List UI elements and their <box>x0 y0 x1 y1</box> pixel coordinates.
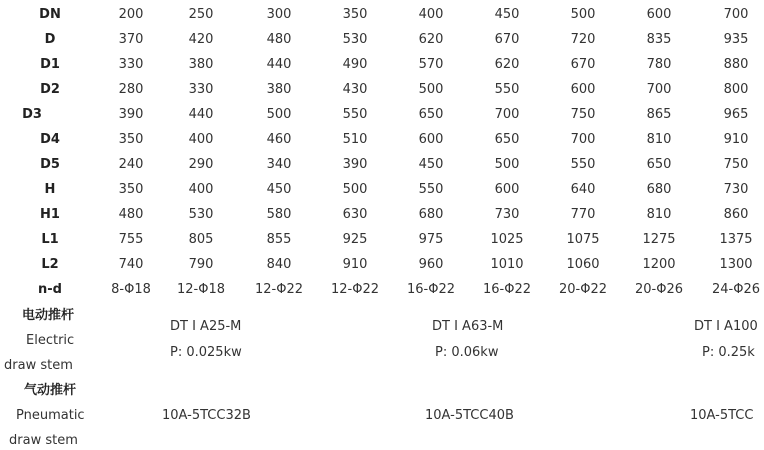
table-cell: 530 <box>342 32 368 47</box>
table-cell: 1200 <box>642 257 676 272</box>
table-cell: 965 <box>723 107 749 122</box>
table-cell: 24-Φ26 <box>711 282 761 297</box>
table-cell: 20-Φ26 <box>634 282 684 297</box>
table-cell: 350 <box>118 132 144 147</box>
table-cell: 490 <box>342 57 368 72</box>
table-cell: 240 <box>118 157 144 172</box>
table-cell: 380 <box>188 57 214 72</box>
table-cell: 16-Φ22 <box>406 282 456 297</box>
table-cell: 370 <box>118 32 144 47</box>
table-cell: 1010 <box>490 257 524 272</box>
row-label: DN <box>39 7 61 22</box>
table-cell: 280 <box>118 82 144 97</box>
table-cell: 290 <box>188 157 214 172</box>
electric-title-cn: 电动推杆 <box>22 308 75 323</box>
electric-model-2: DT I A63-M <box>432 319 504 334</box>
table-cell: 450 <box>494 7 520 22</box>
table-cell: 925 <box>342 232 368 247</box>
table-cell: 770 <box>570 207 596 222</box>
table-cell: 640 <box>570 182 596 197</box>
table-cell: 855 <box>266 232 292 247</box>
table-cell: 805 <box>188 232 214 247</box>
table-cell: 835 <box>646 32 672 47</box>
table-cell: 865 <box>646 107 672 122</box>
pneumatic-model-1: 10A-5TCC32B <box>162 408 251 423</box>
table-cell: 755 <box>118 232 144 247</box>
table-cell: 510 <box>342 132 368 147</box>
table-cell: 600 <box>418 132 444 147</box>
table-cell: 800 <box>723 82 749 97</box>
table-cell: 680 <box>646 182 672 197</box>
row-label: D5 <box>40 157 60 172</box>
table-cell: 680 <box>418 207 444 222</box>
table-cell: 400 <box>188 132 214 147</box>
table-cell: 1300 <box>719 257 753 272</box>
table-cell: 810 <box>646 132 672 147</box>
table-cell: 450 <box>266 182 292 197</box>
table-cell: 430 <box>342 82 368 97</box>
table-cell: 700 <box>570 132 596 147</box>
table-cell: 700 <box>494 107 520 122</box>
table-cell: 780 <box>646 57 672 72</box>
row-label: D <box>44 32 56 47</box>
pneumatic-model-2: 10A-5TCC40B <box>425 408 514 423</box>
table-cell: 400 <box>418 7 444 22</box>
pneumatic-model-3: 10A-5TCC <box>690 408 754 423</box>
table-cell: 730 <box>723 182 749 197</box>
table-cell: 840 <box>266 257 292 272</box>
table-cell: 300 <box>266 7 292 22</box>
table-cell: 20-Φ22 <box>558 282 608 297</box>
table-cell: 630 <box>342 207 368 222</box>
table-cell: 570 <box>418 57 444 72</box>
row-label: L2 <box>41 257 59 272</box>
table-cell: 530 <box>188 207 214 222</box>
table-cell: 650 <box>418 107 444 122</box>
table-cell: 16-Φ22 <box>482 282 532 297</box>
table-cell: 550 <box>570 157 596 172</box>
table-cell: 450 <box>418 157 444 172</box>
table-cell: 550 <box>494 82 520 97</box>
table-cell: 650 <box>646 157 672 172</box>
table-cell: 790 <box>188 257 214 272</box>
table-cell: 580 <box>266 207 292 222</box>
table-cell: 340 <box>266 157 292 172</box>
table-cell: 720 <box>570 32 596 47</box>
row-label: n-d <box>38 282 62 297</box>
table-cell: 350 <box>342 7 368 22</box>
table-cell: 1025 <box>490 232 524 247</box>
table-cell: 650 <box>494 132 520 147</box>
table-cell: 400 <box>188 182 214 197</box>
table-cell: 600 <box>646 7 672 22</box>
table-cell: 480 <box>118 207 144 222</box>
table-cell: 1075 <box>566 232 600 247</box>
pneumatic-title-en-2: draw stem <box>9 433 78 448</box>
table-cell: 350 <box>118 182 144 197</box>
table-cell: 330 <box>118 57 144 72</box>
table-cell: 460 <box>266 132 292 147</box>
row-label: D2 <box>40 82 60 97</box>
row-label: D1 <box>40 57 60 72</box>
table-cell: 1275 <box>642 232 676 247</box>
row-label: H1 <box>40 207 60 222</box>
table-cell: 750 <box>723 157 749 172</box>
electric-power-3: P: 0.25k <box>702 345 755 360</box>
table-cell: 810 <box>646 207 672 222</box>
table-cell: 8-Φ18 <box>111 282 151 297</box>
electric-power-2: P: 0.06kw <box>435 345 499 360</box>
electric-model-1: DT I A25-M <box>170 319 242 334</box>
table-cell: 670 <box>570 57 596 72</box>
table-cell: 700 <box>723 7 749 22</box>
table-cell: 670 <box>494 32 520 47</box>
table-cell: 880 <box>723 57 749 72</box>
table-cell: 500 <box>494 157 520 172</box>
table-cell: 250 <box>188 7 214 22</box>
table-cell: 910 <box>723 132 749 147</box>
row-label: L1 <box>41 232 59 247</box>
electric-title-en-2: draw stem <box>4 358 73 373</box>
table-cell: 12-Φ18 <box>176 282 226 297</box>
row-label: D4 <box>40 132 60 147</box>
table-cell: 750 <box>570 107 596 122</box>
table-cell: 330 <box>188 82 214 97</box>
electric-power-1: P: 0.025kw <box>170 345 242 360</box>
table-cell: 700 <box>646 82 672 97</box>
electric-title-en-1: Electric <box>26 333 75 348</box>
table-cell: 1060 <box>566 257 600 272</box>
electric-model-3: DT I A100 <box>694 319 758 334</box>
table-cell: 550 <box>342 107 368 122</box>
table-cell: 440 <box>188 107 214 122</box>
row-label: D3 <box>22 107 42 122</box>
table-cell: 380 <box>266 82 292 97</box>
table-cell: 620 <box>418 32 444 47</box>
table-cell: 730 <box>494 207 520 222</box>
table-cell: 480 <box>266 32 292 47</box>
table-cell: 860 <box>723 207 749 222</box>
table-cell: 500 <box>342 182 368 197</box>
table-cell: 12-Φ22 <box>254 282 304 297</box>
table-cell: 390 <box>118 107 144 122</box>
table-cell: 440 <box>266 57 292 72</box>
table-cell: 12-Φ22 <box>330 282 380 297</box>
table-cell: 600 <box>494 182 520 197</box>
table-cell: 420 <box>188 32 214 47</box>
table-cell: 500 <box>570 7 596 22</box>
pneumatic-title-en-1: Pneumatic <box>16 408 85 423</box>
table-cell: 740 <box>118 257 144 272</box>
table-cell: 200 <box>118 7 144 22</box>
table-cell: 390 <box>342 157 368 172</box>
table-cell: 975 <box>418 232 444 247</box>
pneumatic-title-cn: 气动推杆 <box>24 383 77 398</box>
row-label: H <box>44 182 56 197</box>
table-cell: 935 <box>723 32 749 47</box>
table-cell: 600 <box>570 82 596 97</box>
table-cell: 500 <box>418 82 444 97</box>
table-cell: 1375 <box>719 232 753 247</box>
table-cell: 620 <box>494 57 520 72</box>
table-cell: 910 <box>342 257 368 272</box>
table-cell: 550 <box>418 182 444 197</box>
table-cell: 960 <box>418 257 444 272</box>
table-cell: 500 <box>266 107 292 122</box>
